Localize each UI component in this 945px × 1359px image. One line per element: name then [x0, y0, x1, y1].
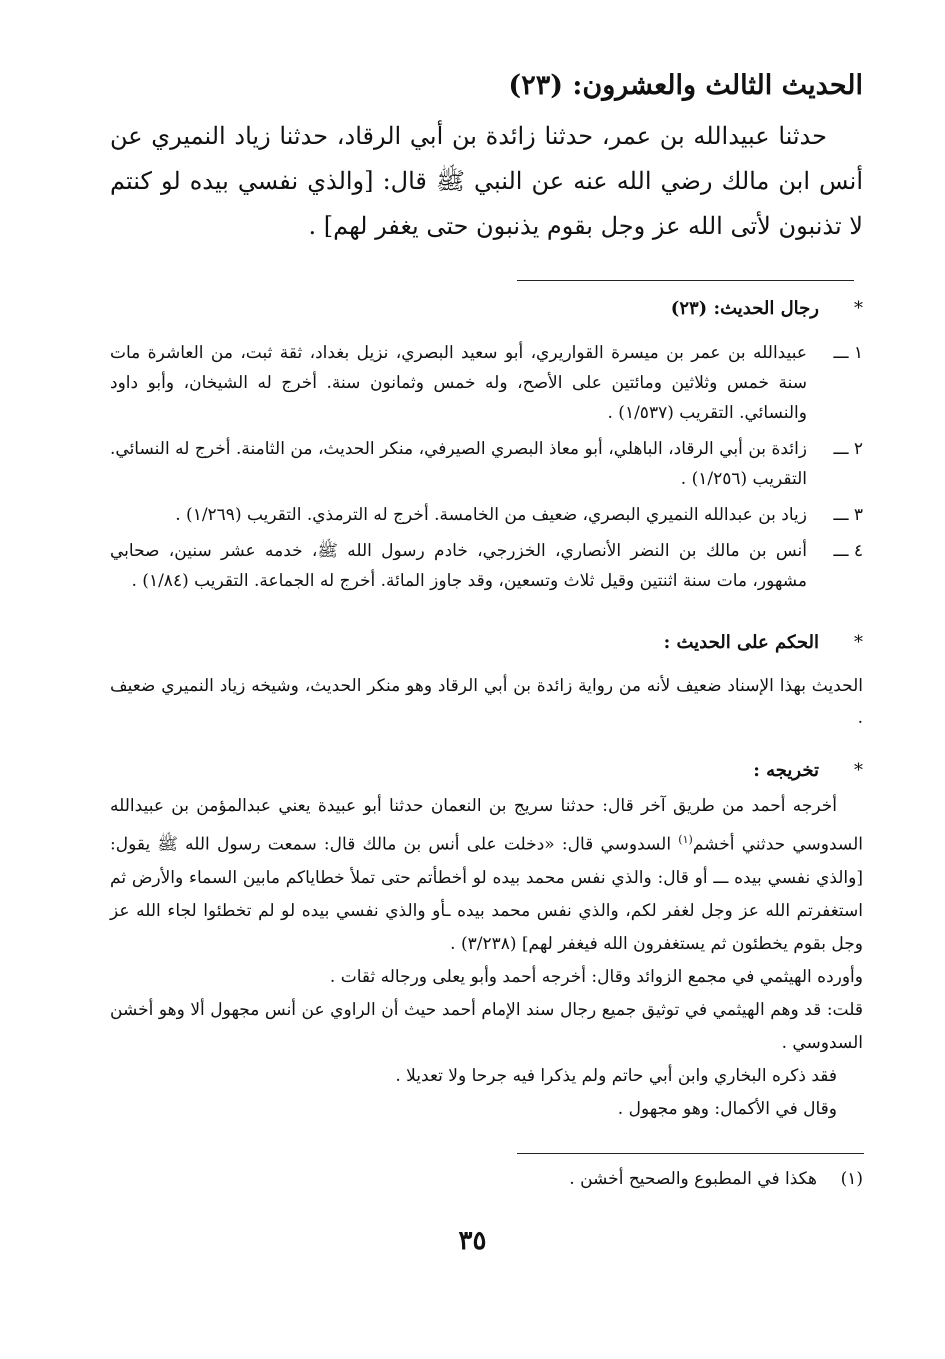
star-bullet: * [854, 632, 863, 653]
hukm-section-title [110, 628, 863, 658]
hadith-heading: الحديث الثالث والعشرون: (٢٣) [508, 70, 863, 101]
hadith-text: حدثنا عبيدالله بن عمر، حدثنا زائدة بن أبي الرقاد، حدثنا زياد النميري عن أنس ابن مالك رضي الله عنه عن النبي ﷺ قال: [والذي نفسي بيده لو كنتم لا تذنبون لأتى الله عز وجل بقوم يذنبون حتى يغفر لهم] . [110, 122, 863, 240]
rijal-section-title [110, 294, 863, 324]
takhrij-section-title [110, 756, 863, 786]
notes-separator [517, 280, 854, 281]
takhrij-paragraph: فقد ذكره البخاري وابن أبي حاتم ولم يذكرا فيه جرحا ولا تعديلا . [395, 1065, 837, 1086]
footnote-reference: (١) [678, 833, 693, 846]
takhrij-paragraph: قلت: قد وهم الهيثمي في توثيق جميع رجال سند الإمام أحمد حيث أن الراوي عن أنس مجهول ألا وهو أخشن السدوسي . [110, 999, 863, 1053]
rijal-title-text: رجال الحديث: (٢٣) [670, 298, 819, 319]
narrator-text: عبيدالله بن عمر بن ميسرة القواريري، أبو سعيد البصري، نزيل بغداد، ثقة ثبت، من العاشرة مات سنة خمس وثلاثين ومائتين على الأصح، وله خمس وثمانون سنة. أخرج له الشيخان، وأبو داود والنسائي. التقريب (١/٥٣٧) . [110, 343, 807, 423]
narrator-number: ٤ ـــ [833, 541, 863, 561]
hukm-title-text: الحكم على الحديث : [663, 632, 819, 653]
narrator-text: زياد بن عبدالله النميري البصري، ضعيف من الخامسة. أخرج له الترمذي. التقريب (١/٢٦٩) . [175, 505, 807, 525]
star-bullet: * [854, 298, 863, 319]
star-bullet: * [854, 760, 863, 781]
narrator-text: أنس بن مالك بن النضر الأنصاري، الخزرجي، خادم رسول الله ﷺ، خدمه عشر سنين، صحابي مشهور، مات سنة اثنتين وقيل ثلاث وتسعين، وقد جاوز المائة. أخرج له الجماعة. التقريب (١/٨٤) . [110, 541, 807, 591]
takhrij-paragraph: وقال في الأكمال: وهو مجهول . [617, 1098, 837, 1119]
takhrij-body [110, 790, 863, 1126]
footnote-number: (١) [840, 1169, 863, 1189]
page-number: ٣٥ [458, 1226, 487, 1256]
narrator-item [110, 338, 863, 428]
narrator-text: زائدة بن أبي الرقاد، الباهلي، أبو معاذ البصري الصيرفي، منكر الحديث، من الثامنة. أخرج له النسائي. التقريب (١/٢٥٦) . [110, 439, 807, 489]
narrator-number: ١ ـــ [833, 343, 863, 363]
takhrij-text-part: أخرجه أحمد من طريق آخر قال: حدثنا سريج بن النعمان حدثنا أبو عبيدة يعني عبدالمؤمن بن عبيدالله السدوسي حدثني أخشم [110, 796, 863, 855]
narrator-item [110, 536, 863, 596]
footnote [110, 1164, 863, 1194]
narrator-list [110, 338, 863, 602]
footnote-separator [517, 1153, 864, 1154]
narrator-number: ٣ ـــ [833, 505, 863, 525]
narrator-number: ٢ ـــ [833, 439, 863, 459]
takhrij-text-part: السدوسي قال: «دخلت على أنس بن مالك قال: سمعت رسول الله ﷺ يقول: [والذي نفسي بيده ـــ أو قال: والذي نفس محمد بيده لو أخطأتم حتى تملأ خطاياكم مابين السماء والأرض ثم استغفرتم الله عز وجل لغفر لكم، والذي نفس محمد بيده ـأو والذي نفسي بيده لو لم تخطئوا لجاء الله عز وجل بقوم يخطئون ثم يستغفرون الله فيغفر لهم] (٣/٢٣٨) . [110, 834, 863, 954]
takhrij-title-text: تخريجه : [753, 760, 819, 781]
footnote-text: هكذا في المطبوع والصحيح أخشن . [569, 1169, 817, 1189]
hukm-text: الحديث بهذا الإسناد ضعيف لأنه من رواية زائدة بن أبي الرقاد وهو منكر الحديث، وشيخه زياد النميري ضعيف . [110, 676, 863, 728]
narrator-item [110, 434, 863, 494]
takhrij-paragraph: وأورده الهيثمي في مجمع الزوائد وقال: أخرجه أحمد وأبو يعلى ورجاله ثقات . [329, 966, 863, 987]
narrator-item [110, 500, 863, 530]
takhrij-paragraph [110, 790, 863, 961]
